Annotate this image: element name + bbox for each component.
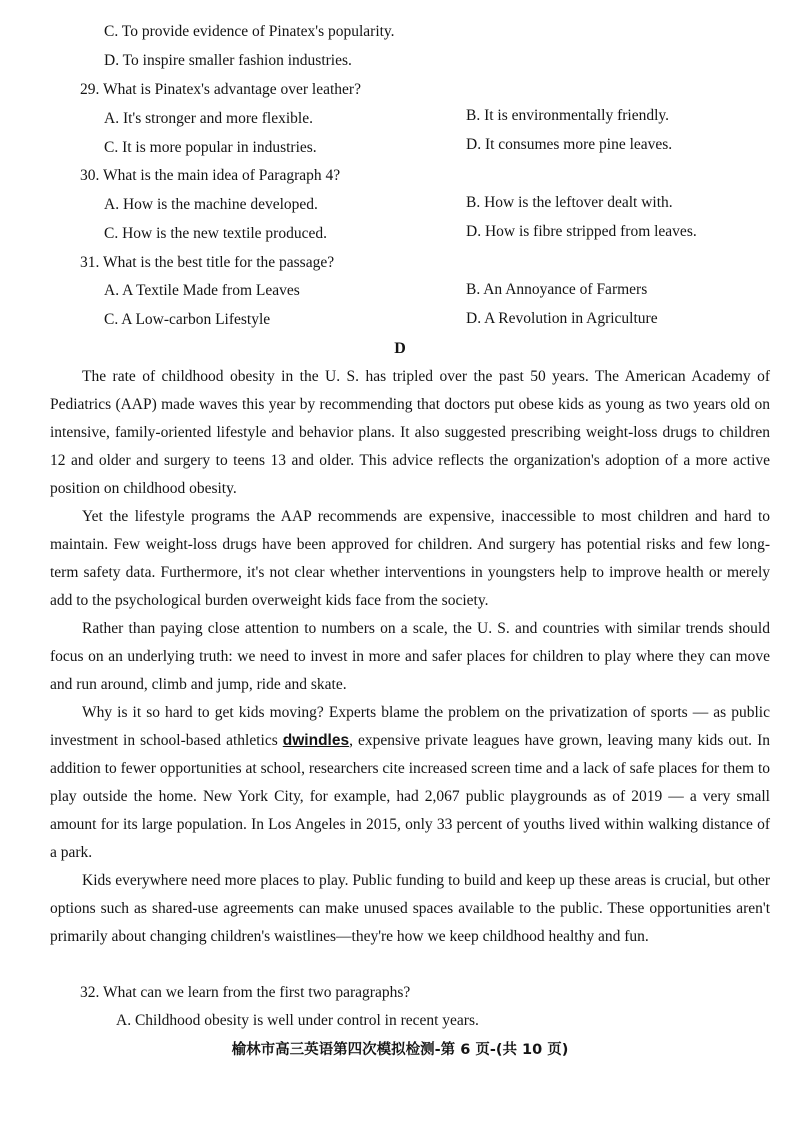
q29-stem: 29. What is Pinatex's advantage over leather?: [80, 81, 361, 98]
q31-option-b: B. An Annoyance of Farmers: [466, 281, 648, 298]
q32-option-a: A. Childhood obesity is well under control in recent years.: [116, 1012, 479, 1029]
passage-paragraph-5: Kids everywhere need more places to play. Public funding to build and keep up these areas is crucial, but other options such as shared-use agreements can make unused spaces available to the public. These opportunities aren't primarily about changing children's waistlines—they're how we keep childhood healthy and fun.: [50, 872, 770, 945]
q31-option-d: D. A Revolution in Agriculture: [466, 310, 658, 327]
passage-paragraph-4: [50, 699, 770, 867]
q32-stem: 32. What can we learn from the first two paragraphs?: [80, 984, 411, 1001]
q28-option-d: D. To inspire smaller fashion industries.: [104, 52, 352, 69]
q30-option-b: B. How is the leftover dealt with.: [466, 194, 673, 211]
q30-option-c: C. How is the new textile produced.: [104, 225, 327, 242]
q29-option-a: A. It's stronger and more flexible.: [104, 110, 313, 127]
passage-paragraph-1: The rate of childhood obesity in the U. S. has tripled over the past 50 years. The American Academy of Pediatrics (AAP) made waves this year by recommending that doctors put obese kids as young as two years old on intensive, family-oriented lifestyle and behavior plans. It also suggested prescribing weight-loss drugs to children 12 and older and surgery to teens 13 and older. This advice reflects the organization's adoption of a more active position on childhood obesity.: [50, 368, 770, 497]
page-footer: 榆林市高三英语第四次模拟检测-第 6 页-(共 10 页): [231, 1042, 569, 1058]
q31-option-a: A. A Textile Made from Leaves: [104, 282, 300, 299]
underlined-keyword: dwindles: [282, 732, 350, 749]
passage-title: D: [394, 340, 406, 357]
q31-option-c: C. A Low-carbon Lifestyle: [104, 311, 271, 328]
q29-option-d: D. It consumes more pine leaves.: [466, 136, 673, 153]
passage-paragraph-2: Yet the lifestyle programs the AAP recommends are expensive, inaccessible to most children and hard to maintain. Few weight-loss drugs have been approved for children. And surgery has potential risks and few long-term safety data. Furthermore, it's not clear whether interventions in youngsters help to improve health or merely add to the psychological burden overweight kids face from the society.: [50, 508, 770, 609]
q28-option-c: C. To provide evidence of Pinatex's popularity.: [104, 23, 395, 40]
q30-option-d: D. How is fibre stripped from leaves.: [466, 223, 697, 240]
q29-option-c: C. It is more popular in industries.: [104, 139, 317, 156]
paragraph-4-lead: Why is it so hard to get kids moving? Experts blame the problem on the privatization of sports — as public investment in school-based athletics: [50, 704, 770, 749]
q30-option-a: A. How is the machine developed.: [104, 196, 318, 213]
passage-paragraph-3: Rather than paying close attention to numbers on a scale, the U. S. and countries with similar trends should focus on an underlying truth: we need to invest in more and safer places for children to play where they can move and run around, climb and jump, ride and skate.: [50, 620, 770, 693]
q31-stem: 31. What is the best title for the passage?: [80, 254, 335, 271]
paragraph-4-rest: , expensive private leagues have grown, leaving many kids out. In addition to fewer opportunities at school, researchers cite increased screen time and a lack of safe places for them to play outside the home. New York City, for example, had 2,067 public playgrounds as of 2019 — a very small amount for its large population. In Los Angeles in 2015, only 33 percent of youths lived within walking distance of a park.: [50, 732, 770, 861]
q30-stem: 30. What is the main idea of Paragraph 4?: [80, 167, 341, 184]
q29-option-b: B. It is environmentally friendly.: [466, 107, 670, 124]
